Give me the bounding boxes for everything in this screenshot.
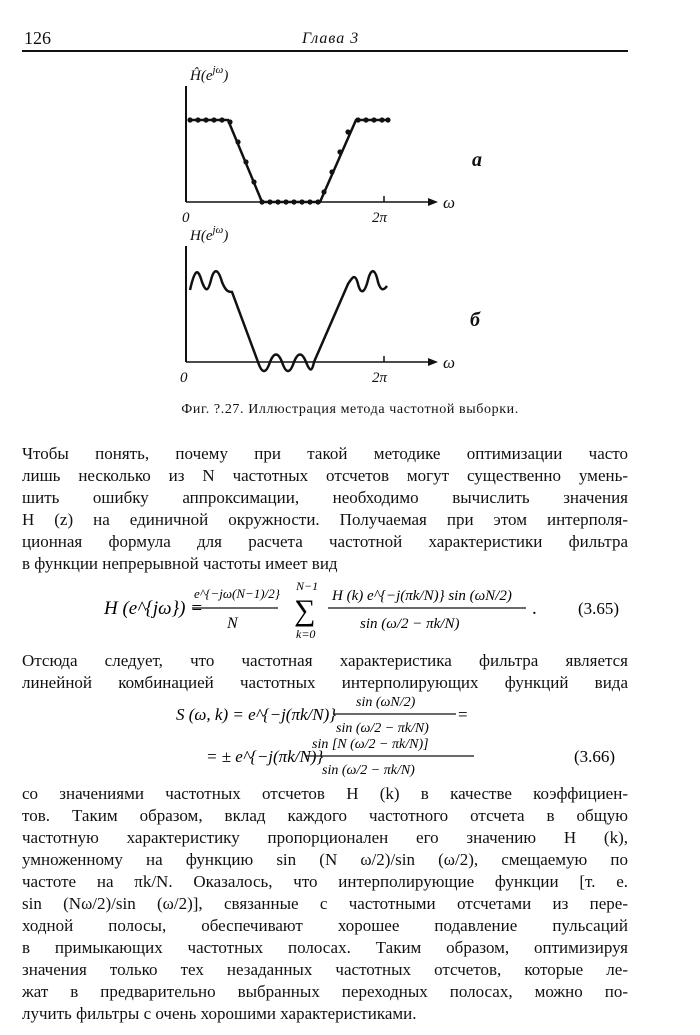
frequency-sample-dot — [329, 169, 334, 174]
panel-b — [180, 224, 481, 386]
paragraph-1 — [22, 443, 628, 575]
frequency-sample-dot — [235, 139, 240, 144]
frequency-sample-dot — [315, 199, 320, 204]
panel-a-x-arrow — [428, 198, 438, 206]
text-line: ходной полосы, обеспечивают хорошее подавление пульсаций — [22, 916, 628, 935]
text-line: ционная формула для расчета частотной характеристики фильтра — [22, 532, 628, 551]
text-line: значения только тех незаданных частотных отсчетов, которые ле- — [22, 960, 628, 979]
frequency-sample-dot — [345, 129, 350, 134]
panel-b-tick-2pi-label: 2π — [372, 370, 388, 386]
eq1-lhs: H (e^{jω}) = — [104, 598, 204, 619]
eq2-line2-num: sin [N (ω/2 − πk/N)] — [312, 737, 429, 752]
paragraph-3 — [22, 783, 628, 1025]
frequency-sample-dot — [283, 199, 288, 204]
frequency-sample-dot — [337, 149, 342, 154]
panel-a — [182, 64, 482, 226]
eq2-line1-den: sin (ω/2 − πk/N) — [336, 721, 429, 736]
panel-b-tick-0: 0 — [180, 370, 188, 386]
panel-a-tick-0: 0 — [182, 210, 190, 226]
frequency-sample-dot — [379, 117, 384, 122]
frequency-sample-dot — [243, 159, 248, 164]
eq2-line2-lhs: = ± e^{−j(πk/N)} — [206, 747, 324, 766]
panel-a-response-curve — [190, 120, 388, 202]
frequency-sample-dot — [321, 189, 326, 194]
text-line: умноженному на функцию sin (N ω/2)/sin (ω/2), смещаемую по — [22, 850, 628, 869]
eq2-line1-num: sin (ωN/2) — [356, 695, 416, 710]
text-line: частоте на πk/N. Оказалось, что интерполирующие функции [т. е. — [22, 872, 628, 891]
frequency-sample-dot — [267, 199, 272, 204]
text-line: шить ошибку аппроксимации, необходимо вычислить значения — [22, 488, 628, 507]
eq2-number: (3.66) — [574, 747, 616, 766]
eq1-sum-top: N−1 — [296, 579, 319, 593]
panel-a-y-label: $Ĥ(e^{j\omega})$ — [190, 64, 229, 84]
text-line: в функции непрерывной частоты имеет вид — [22, 554, 338, 573]
eq1-sum-sign: ∑ — [294, 594, 316, 627]
eq1-prefactor-den: N — [227, 615, 238, 632]
page-number: 126 — [24, 28, 51, 48]
panel-b-response-curve — [190, 271, 387, 371]
eq1-number: (3.65) — [578, 599, 620, 618]
frequency-sample-dot — [187, 117, 192, 122]
text-line: тов. Таким образом, вклад каждого частотного отсчета в общую — [22, 806, 628, 825]
text-line: лучить фильтры с очень хорошими характеристиками. — [22, 1004, 417, 1023]
equation-3-65 — [0, 576, 700, 646]
equation-3-66 — [0, 690, 700, 780]
frequency-sample-dot — [275, 199, 280, 204]
paragraph-2 — [22, 650, 628, 694]
eq2-equals: = — [458, 705, 468, 724]
text-line: в примыкающих частотных полосах. Таким образом, оптимизируя — [22, 938, 628, 957]
text-line: жат в предварительно выбранных переходных полосах, можно по- — [22, 982, 628, 1001]
frequency-sample-dot — [211, 117, 216, 122]
panel-a-x-label: ω — [443, 193, 456, 212]
frequency-sample-dot — [307, 199, 312, 204]
frequency-sample-dot — [355, 117, 360, 122]
frequency-sample-dot — [291, 199, 296, 204]
panel-a-samples — [187, 117, 390, 204]
text-line: sin (Nω/2)/sin (ω/2)], связанные с частотными отсчетами из пере- — [22, 894, 628, 913]
figure-frequency-sampling — [0, 0, 700, 400]
frequency-sample-dot — [371, 117, 376, 122]
text-line: Отсюда следует, что частотная характеристика фильтра является — [22, 651, 628, 670]
panel-b-x-arrow — [428, 358, 438, 366]
text-line: лишь несколько из N частотных отсчетов могут существенно умень- — [22, 466, 628, 485]
eq1-frac-den: sin (ω/2 − πk/N) — [360, 616, 460, 632]
text-line: H (z) на единичной окружности. Получаемая при этом интерполя- — [22, 510, 628, 529]
eq1-period: . — [532, 598, 537, 619]
panel-a-tick-2pi-label: 2π — [372, 210, 388, 226]
eq1-sum-bottom: k=0 — [296, 627, 316, 641]
panel-a-letter: а — [472, 149, 482, 171]
panel-b-y-label: $H(e^{j\omega})$ — [190, 224, 229, 244]
text-line: Чтобы понять, почему при такой методике оптимизации часто — [22, 444, 628, 463]
frequency-sample-dot — [195, 117, 200, 122]
text-line: со значениями частотных отсчетов H (k) в качестве коэффициен- — [22, 784, 628, 803]
eq2-line1-lhs: S (ω, k) = e^{−j(πk/N)} — [176, 705, 337, 724]
panel-b-x-label: ω — [443, 353, 456, 372]
frequency-sample-dot — [299, 199, 304, 204]
text-line: частотную характеристику пропорционален его значению H (k), — [22, 828, 628, 847]
frequency-sample-dot — [219, 117, 224, 122]
eq1-prefactor-num: e^{−jω(N−1)/2} — [194, 586, 280, 601]
chapter-title: Глава 3 — [302, 30, 360, 47]
frequency-sample-dot — [227, 119, 232, 124]
frequency-sample-dot — [363, 117, 368, 122]
frequency-sample-dot — [385, 117, 390, 122]
panel-b-letter: б — [470, 309, 480, 331]
frequency-sample-dot — [203, 117, 208, 122]
eq2-line2-den: sin (ω/2 − πk/N) — [322, 763, 415, 778]
frequency-sample-dot — [251, 179, 256, 184]
figure-caption: Фиг. ?.27. Иллюстрация метода частотной выборки. — [181, 402, 519, 417]
frequency-sample-dot — [259, 199, 264, 204]
eq1-frac-num: H (k) e^{−j(πk/N)} sin (ωN/2) — [332, 588, 512, 604]
text-line: линейной комбинацией частотных интерполирующих функций вида — [22, 673, 628, 692]
